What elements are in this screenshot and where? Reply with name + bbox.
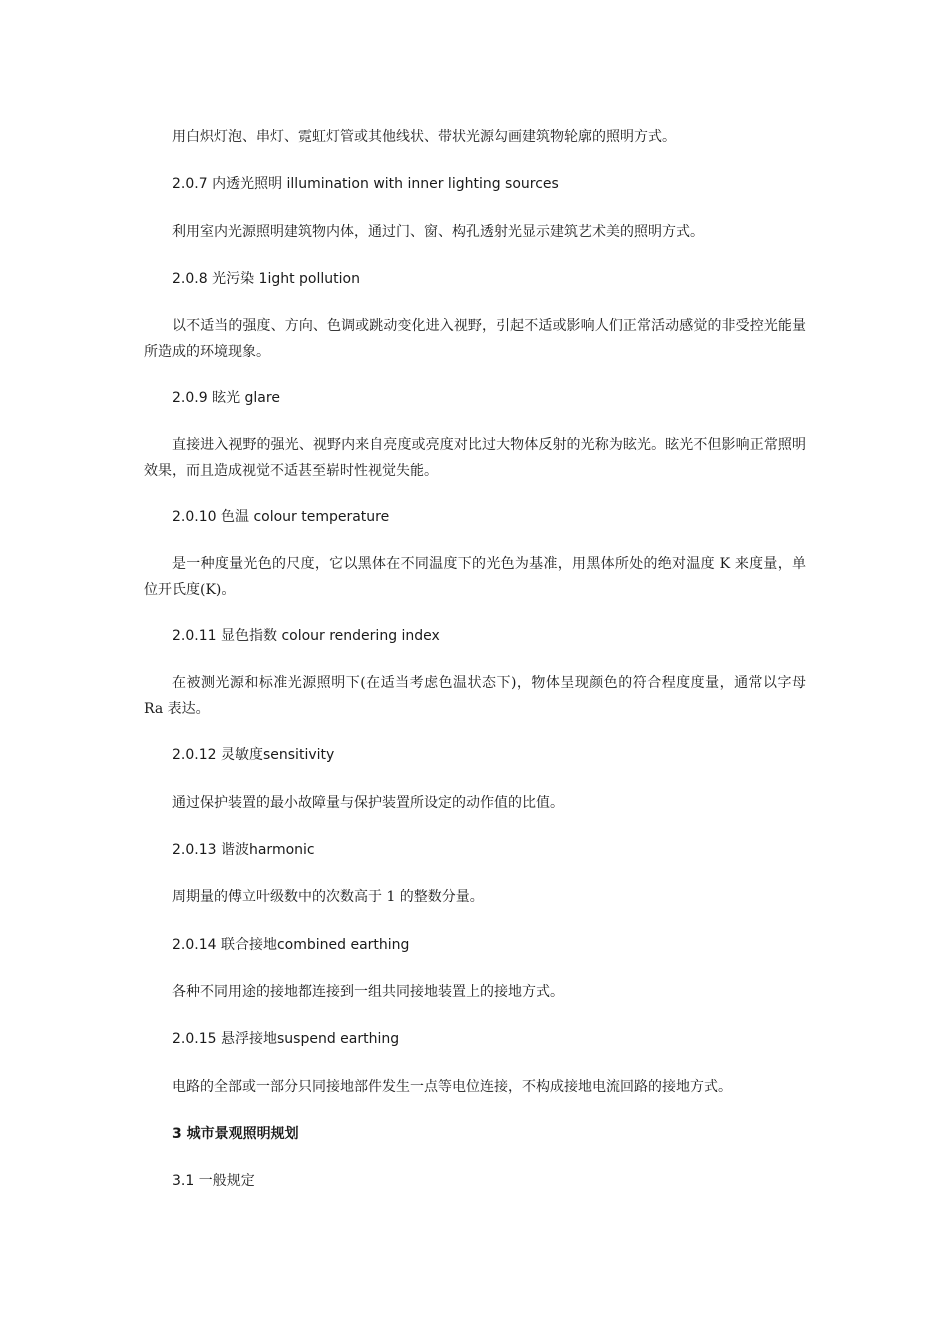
paragraph: 周期量的傅立叶级数中的次数高于 1 的整数分量。 (172, 889, 484, 905)
section-heading-2-0-13: 2.0.13 谐波harmonic (172, 842, 315, 858)
section-heading-3-1: 3.1 一般规定 (172, 1173, 255, 1189)
paragraph: 在被测光源和标准光源照明下(在适当考虑色温状态下)，物体呈现颜色的符合程度度量，通常以字母 Ra 表达。 (144, 675, 806, 717)
paragraph: 各种不同用途的接地都连接到一组共同接地装置上的接地方式。 (172, 984, 564, 1000)
paragraph: 以不适当的强度、方向、色调或跳动变化进入视野，引起不适或影响人们正常活动感觉的非受控光能量所造成的环境现象。 (144, 318, 806, 360)
paragraph: 用白炽灯泡、串灯、霓虹灯管或其他线状、带状光源勾画建筑物轮廓的照明方式。 (172, 129, 676, 145)
section-heading-2-0-9: 2.0.9 眩光 glare (172, 390, 280, 406)
paragraph: 利用室内光源照明建筑物内体，通过门、窗、构孔透射光显示建筑艺术美的照明方式。 (172, 224, 704, 240)
section-heading-2-0-10: 2.0.10 色温 colour temperature (172, 509, 390, 525)
section-heading-2-0-8: 2.0.8 光污染 1ight pollution (172, 271, 360, 287)
section-heading-2-0-15: 2.0.15 悬浮接地suspend earthing (172, 1031, 400, 1047)
paragraph: 直接进入视野的强光、视野内来自亮度或亮度对比过大物体反射的光称为眩光。眩光不但影响正常照明效果，而且造成视觉不适甚至崭时性视觉失能。 (144, 437, 806, 479)
paragraph: 通过保护装置的最小故障量与保护装置所设定的动作值的比值。 (172, 795, 564, 811)
paragraph: 电路的全部或一部分只同接地部件发生一点等电位连接，不构成接地电流回路的接地方式。 (172, 1079, 732, 1095)
section-heading-2-0-7: 2.0.7 内透光照明 illumination with inner lighting sources (172, 176, 559, 192)
paragraph: 是一种度量光色的尺度，它以黑体在不同温度下的光色为基准，用黑体所处的绝对温度 K 来度量，单位开氏度(K)。 (144, 556, 806, 598)
chapter-heading-3: 3 城市景观照明规划 (172, 1126, 299, 1142)
section-heading-2-0-14: 2.0.14 联合接地combined earthing (172, 937, 410, 953)
section-heading-2-0-12: 2.0.12 灵敏度sensitivity (172, 747, 335, 763)
section-heading-2-0-11: 2.0.11 显色指数 colour rendering index (172, 628, 440, 644)
